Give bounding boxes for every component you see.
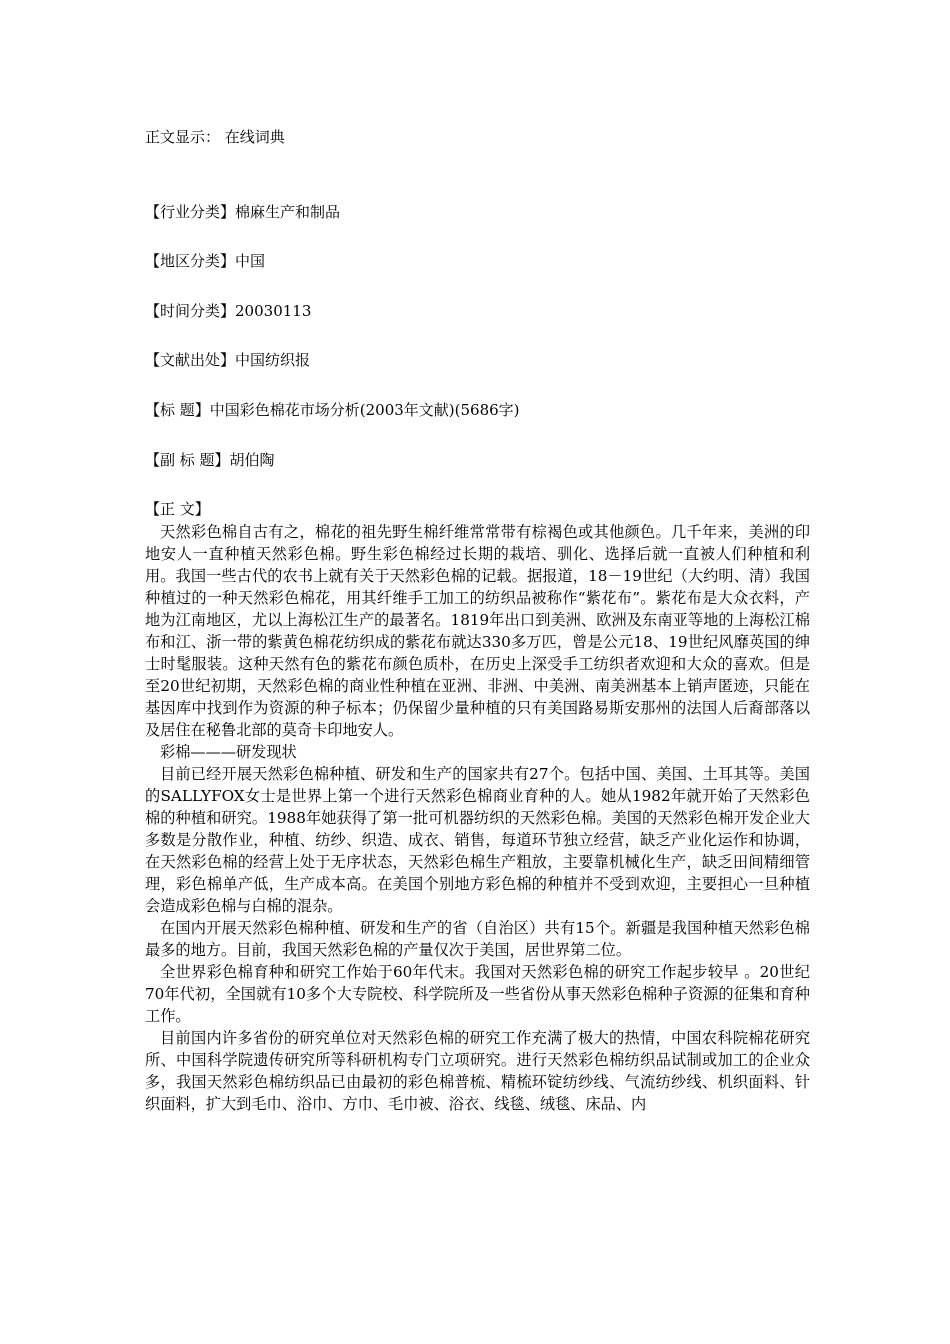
meta-label: 【标 题】 — [145, 401, 210, 419]
display-label: 正文显示： 在线词典 — [145, 128, 285, 146]
article-body — [145, 521, 810, 1115]
meta-value: 棉麻生产和制品 — [235, 203, 341, 221]
meta-region — [145, 251, 265, 271]
meta-value: 20030113 — [235, 302, 312, 320]
body-label: 【正 文】 — [145, 500, 210, 518]
meta-label: 【时间分类】 — [145, 302, 236, 320]
meta-title — [145, 400, 520, 420]
meta-industry — [145, 202, 340, 222]
meta-subtitle — [145, 450, 275, 470]
paragraph: 目前国内许多省份的研究单位对天然彩色棉的研究工作充满了极大的热情，中国农科院棉花研究所、中国科学院遗传研究所等科研机构专门立项研究。进行天然彩色棉纺织品试制或加工的企业众多，我国天然彩色棉纺织品已由最初的彩色棉普梳、精梳环锭纺纱线、气流纺纱线、机织面料、针织面料，扩大到毛巾、浴巾、方巾、毛巾被、浴衣、线毯、绒毯、床品、内 — [145, 1029, 810, 1113]
meta-value: 胡伯陶 — [229, 451, 275, 469]
meta-label: 【文献出处】 — [145, 351, 236, 369]
paragraph: 全世界彩色棉育种和研究工作始于60年代末。我国对天然彩色棉的研究工作起步较早 。20世纪70年代初，全国就有10多个大专院校、科学院所及一些省份从事天然彩色棉种子资源的征集和育种工作。 — [145, 963, 810, 1025]
meta-time — [145, 301, 311, 321]
section-heading: 彩棉———研发现状 — [160, 743, 297, 761]
meta-value: 中国 — [235, 252, 266, 270]
meta-label: 【行业分类】 — [145, 203, 236, 221]
meta-source — [145, 350, 310, 370]
meta-value: 中国彩色棉花市场分析(2003年文献)(5686字) — [209, 401, 520, 419]
meta-value: 中国纺织报 — [235, 351, 311, 369]
paragraph: 在国内开展天然彩色棉种植、研发和生产的省（自治区）共有15个。新疆是我国种植天然彩色棉最多的地方。目前，我国天然彩色棉的产量仅次于美国，居世界第二位。 — [145, 919, 810, 959]
paragraph: 天然彩色棉自古有之，棉花的祖先野生棉纤维常常带有棕褐色或其他颜色。几千年来，美洲的印地安人一直种植天然彩色棉。野生彩色棉经过长期的栽培、驯化、选择后就一直被人们种植和利用。我国一些古代的农书上就有关于天然彩色棉的记载。据报道，18－19世纪（大约明、清）我国种植过的一种天然彩色棉花，用其纤维手工加工的纺织品被称作“紫花布”。紫花布是大众衣料，产地为江南地区，尤以上海松江生产的最著名。1819年出口到美洲、欧洲及东南亚等地的上海松江棉布和江、浙一带的紫黄色棉花纺织成的紫花布就达330多万匹，曾是公元18、19世纪风靡英国的绅士时髦服装。这种天然有色的紫花布颜色质朴，在历史上深受手工纺织者欢迎和大众的喜欢。但是至20世纪初期，天然彩色棉的商业性种植在亚洲、非洲、中美洲、南美洲基本上销声匿迹，只能在基因库中找到作为资源的种子标本；仍保留少量种植的只有美国路易斯安那州的法国人后裔部落以及居住在秘鲁北部的莫奇卡印地安人。 — [145, 523, 810, 739]
meta-label: 【副 标 题】 — [145, 451, 230, 469]
meta-label: 【地区分类】 — [145, 252, 236, 270]
paragraph: 目前已经开展天然彩色棉种植、研发和生产的国家共有27个。包括中国、美国、土耳其等。美国的SALLYFOX女士是世界上第一个进行天然彩色棉商业育种的人。她从1982年就开始了天然彩色棉的种植和研究。1988年她获得了第一批可机器纺织的天然彩色棉。美国的天然彩色棉开发企业大多数是分散作业，种植、纺纱、织造、成衣、销售，每道环节独立经营，缺乏产业化运作和协调，在天然彩色棉的经营上处于无序状态，天然彩色棉生产粗放，主要靠机械化生产，缺乏田间精细管理，彩色棉单产低，生产成本高。在美国个别地方彩色棉的种植并不受到欢迎，主要担心一旦种植会造成彩色棉与白棉的混杂。 — [145, 765, 810, 915]
